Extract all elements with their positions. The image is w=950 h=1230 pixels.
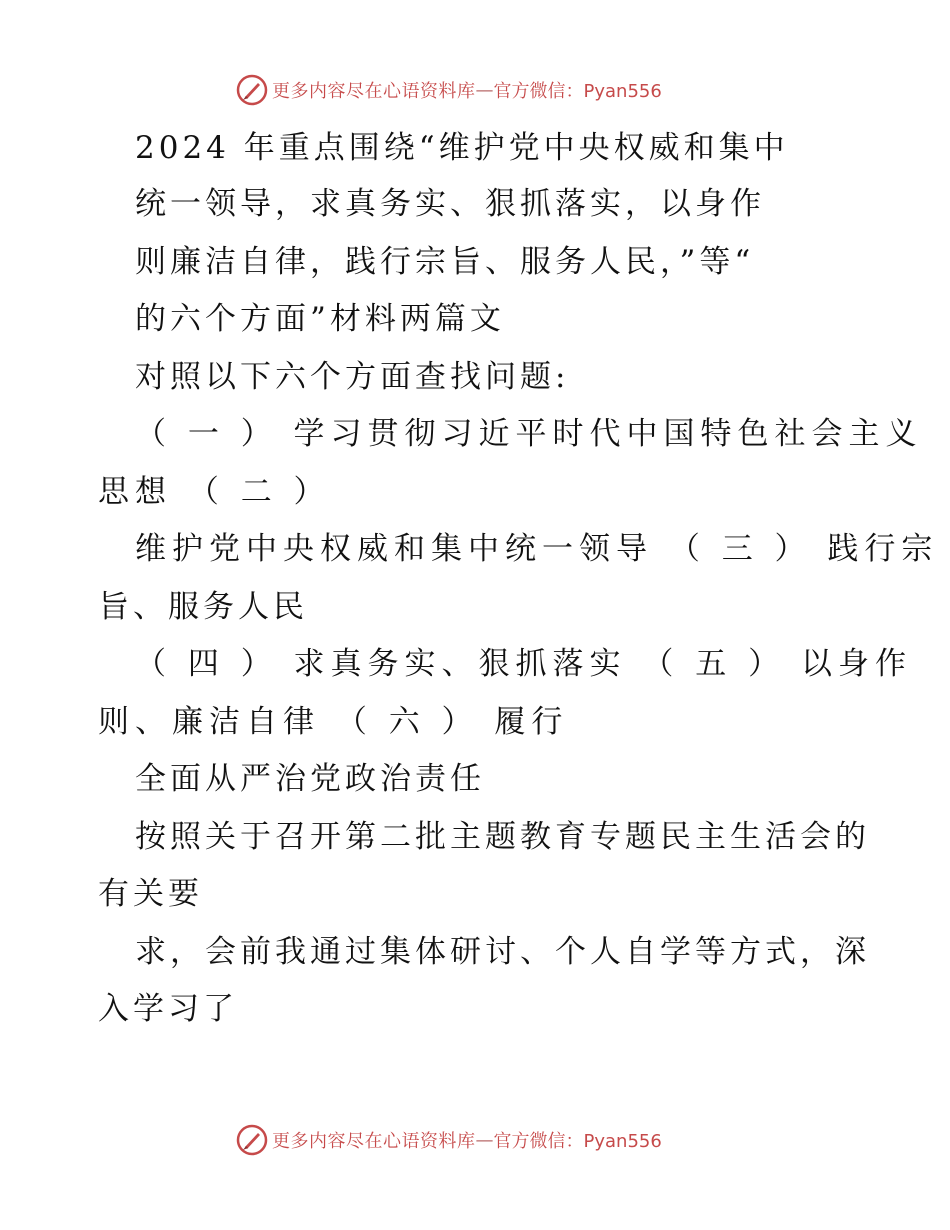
body-line: 入学习了 [98, 991, 238, 1027]
body-line: （ 四 ） 求真务实、狠抓落实 （ 五 ） 以身作 [135, 646, 912, 682]
feather-pen-logo-icon [236, 74, 268, 106]
body-line: （ 一 ） 学习贯彻习近平时代中国特色社会主义 [135, 416, 923, 452]
body-line: 全面从严治党政治责任 [135, 761, 485, 797]
watermark-separator: — [475, 79, 494, 101]
body-line: 求，会前我通过集体研讨、个人自学等方式，深 [135, 934, 870, 970]
body-line: 维护党中央权威和集中统一领导 （ 三 ） 践行宗 [135, 531, 939, 567]
header-watermark [236, 73, 662, 107]
watermark-text: 更多内容尽在心语资料库 [272, 1131, 476, 1152]
footer-watermark [236, 1123, 662, 1157]
title-line-2: 统一领导，求真务实、狠抓落实，以身作 [135, 186, 765, 222]
body-line: 对照以下六个方面查找问题: [135, 359, 570, 395]
body-line: 按照关于召开第二批主题教育专题民主生活会的 [135, 819, 870, 855]
watermark-separator: — [475, 1129, 494, 1151]
title-line-3: 则廉洁自律，践行宗旨、服务人民，”等“ [135, 244, 755, 280]
title-line-4: 的六个方面”材料两篇文 [135, 301, 505, 337]
title-line-1: 2024 年重点围绕“维护党中央权威和集中 [135, 130, 789, 166]
body-line: 思想 （ 二 ） [98, 474, 331, 510]
feather-pen-logo-icon [236, 1124, 268, 1156]
body-line: 有关要 [98, 876, 203, 912]
body-line: 则、廉洁自律 （ 六 ） 履行 [98, 704, 569, 740]
body-line: 旨、服务人民 [98, 589, 308, 625]
watermark-contact: 官方微信：Pyan556 [493, 81, 662, 102]
watermark-text: 更多内容尽在心语资料库 [272, 81, 476, 102]
watermark-contact: 官方微信：Pyan556 [493, 1131, 662, 1152]
